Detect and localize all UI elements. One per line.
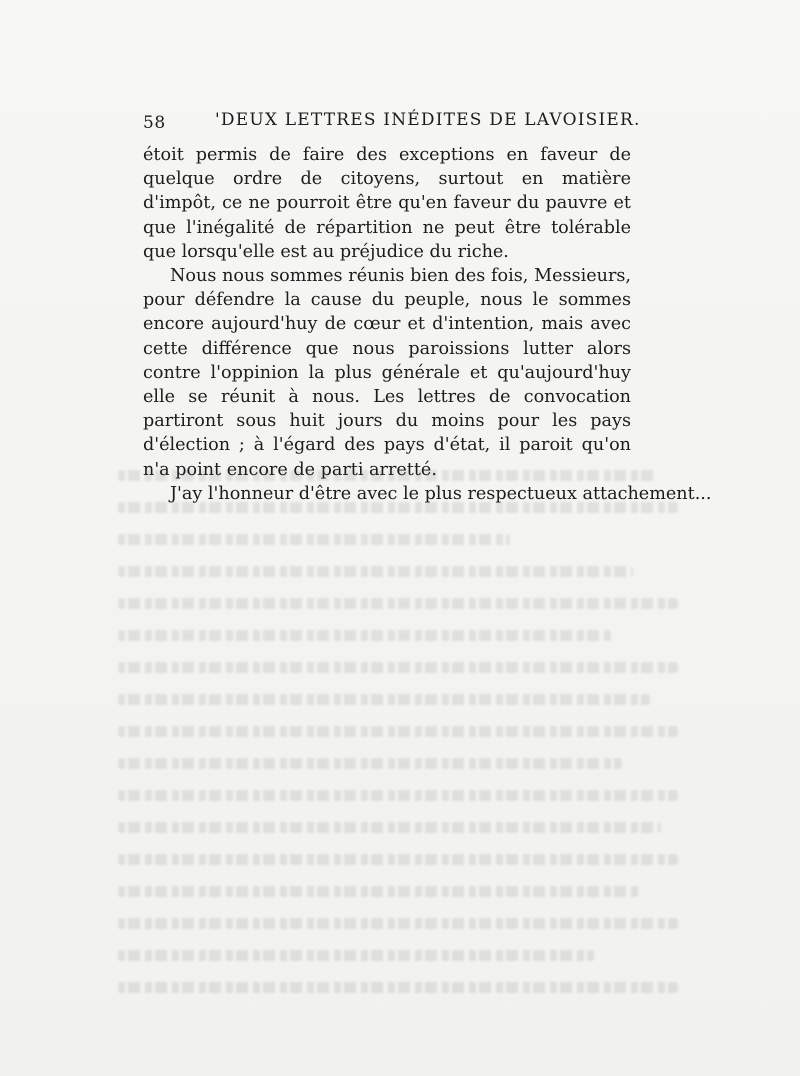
running-title: 'DEUX LETTRES INÉDITES DE LAVOISIER.	[215, 110, 641, 130]
body-text	[143, 143, 712, 506]
bleed-through-text	[118, 470, 712, 1030]
paragraph-main: Nous nous sommes réunis bien des fois, Messieurs, pour défendre la cause du peuple, nous le sommes encore aujourd'huy de cœur et d'intention, mais avec cette différence que nous paroissions lutter alors contre l'oppinion la plus générale et qu'aujourd'huy elle se réunit à nous. Les lettres de convocation partiront sous huit jours du moins pour les pays d'élection ; à l'égard des pays d'état, il paroit qu'on n'a point encore de parti arretté.	[143, 266, 631, 480]
page-number: 58	[143, 113, 166, 133]
paragraph-continuation: étoit permis de faire des exceptions en faveur de quelque ordre de citoyens, surtout en matière d'impôt, ce ne pourroit être qu'en faveur du pauvre et que l'inégalité de répartition ne peut être tolérable que lorsqu'elle est au préjudice du riche.	[143, 145, 631, 262]
paragraph-closing: J'ay l'honneur d'être avec le plus respectueux attachement...	[170, 483, 712, 504]
page-header	[143, 108, 641, 138]
